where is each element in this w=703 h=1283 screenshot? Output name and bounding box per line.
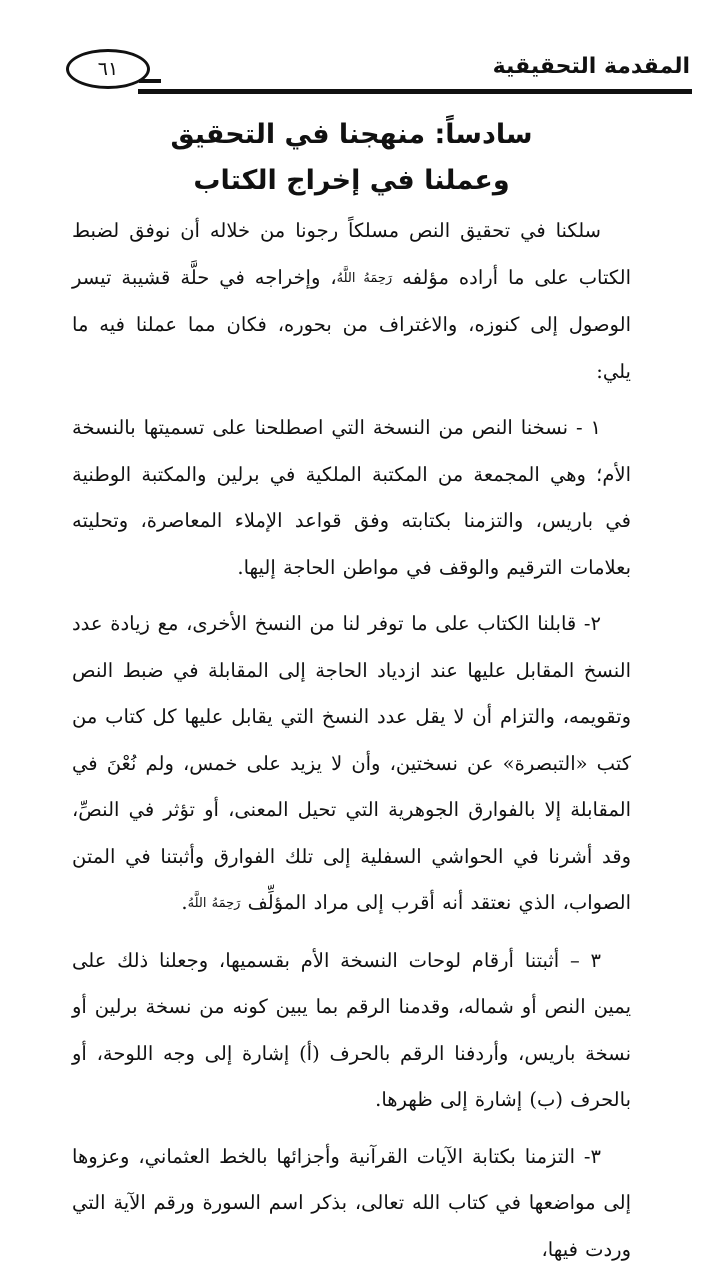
section-heading-line-2: وعملنا في إخراج الكتاب xyxy=(193,165,510,196)
header-rule xyxy=(138,89,692,94)
paragraph-intro xyxy=(72,208,631,395)
paragraph-item-1 xyxy=(72,405,631,591)
page-number: ٦١ xyxy=(97,58,119,80)
paragraph-item-4 xyxy=(72,1134,631,1274)
paragraph-text: . xyxy=(181,891,188,914)
body-text xyxy=(72,208,631,1283)
paragraph-text: ١ - نسخنا النص من النسخة التي اصطلحنا على تسميتها بالنسخة الأم؛ وهي المجمعة من المكتبة الملكية في برلين والمكتبة الوطنية في باريس، والتزمنا بكتابته وفق قواعد الإملاء المعاصرة، وتحليته بعلامات الترقيم والوقف في مواطن الحاجة إليها. xyxy=(72,416,631,579)
paragraph-text: ٣- التزمنا بكتابة الآيات القرآنية وأجزائها بالخط العثماني، وعزوها إلى مواضعها في كتاب الله تعالى، بذكر اسم السورة ورقم الآية التي وردت فيها، xyxy=(72,1144,631,1261)
paragraph-text: سلكنا في تحقيق النص مسلكاً رجونا من خلاله أن نوفق لضبط الكتاب على ما أراده مؤلفه xyxy=(72,219,632,289)
honorific-glyph: رَحِمَهُ اللَّهُ xyxy=(187,896,241,911)
paragraph-text: ، وإخراجه في حلَّة قشيبة تيسر الوصول إلى كنوزه، والاغتراف من بحوره، فكان مما عملنا فيه ما يلي: xyxy=(72,265,631,383)
running-title: المقدمة التحقيقية xyxy=(492,54,690,79)
paragraph-item-3 xyxy=(72,938,631,1124)
paragraph-text: ٣ – أثبتنا أرقام لوحات النسخة الأم بقسميها، وجعلنا ذلك على يمين النص أو شماله، وقدمنا الرقم بما يبين كونه من نسخة برلين أو نسخة باريس، وأردفنا الرقم بالحرف (أ) إشارة إلى وجه اللوحة، أو بالحرف (ب) إشارة إلى ظهرها. xyxy=(72,948,631,1111)
paragraph-text: ٢- قابلنا الكتاب على ما توفر لنا من النسخ الأخرى، مع زيادة عدد النسخ المقابل عليها عند ازدياد الحاجة إلى المقابلة في ضبط النص وتقويمه، والتزام أن لا يقل عدد النسخ التي يقابل عليها كل كتاب من كتب «التبصرة» عن نسختين، وأن لا يزيد على خمس، ولم نُعْنَ في المقابلة إلا بالفوارق الجوهرية التي تحيل المعنى، أو تؤثر في النصِّ، وقد أشرنا في الحواشي السفلية إلى تلك الفوارق وأثبتنا في المتن الصواب، الذي نعتقد أنه أقرب إلى مراد المؤلِّف xyxy=(72,612,631,914)
paragraph-item-2 xyxy=(72,601,631,928)
running-header xyxy=(66,44,692,100)
page-number-frame xyxy=(66,49,150,89)
section-heading xyxy=(60,112,643,204)
honorific-glyph: رَحِمَهُ اللَّهُ xyxy=(336,270,393,286)
section-heading-line-1: سادساً: منهجنا في التحقيق xyxy=(170,119,533,150)
